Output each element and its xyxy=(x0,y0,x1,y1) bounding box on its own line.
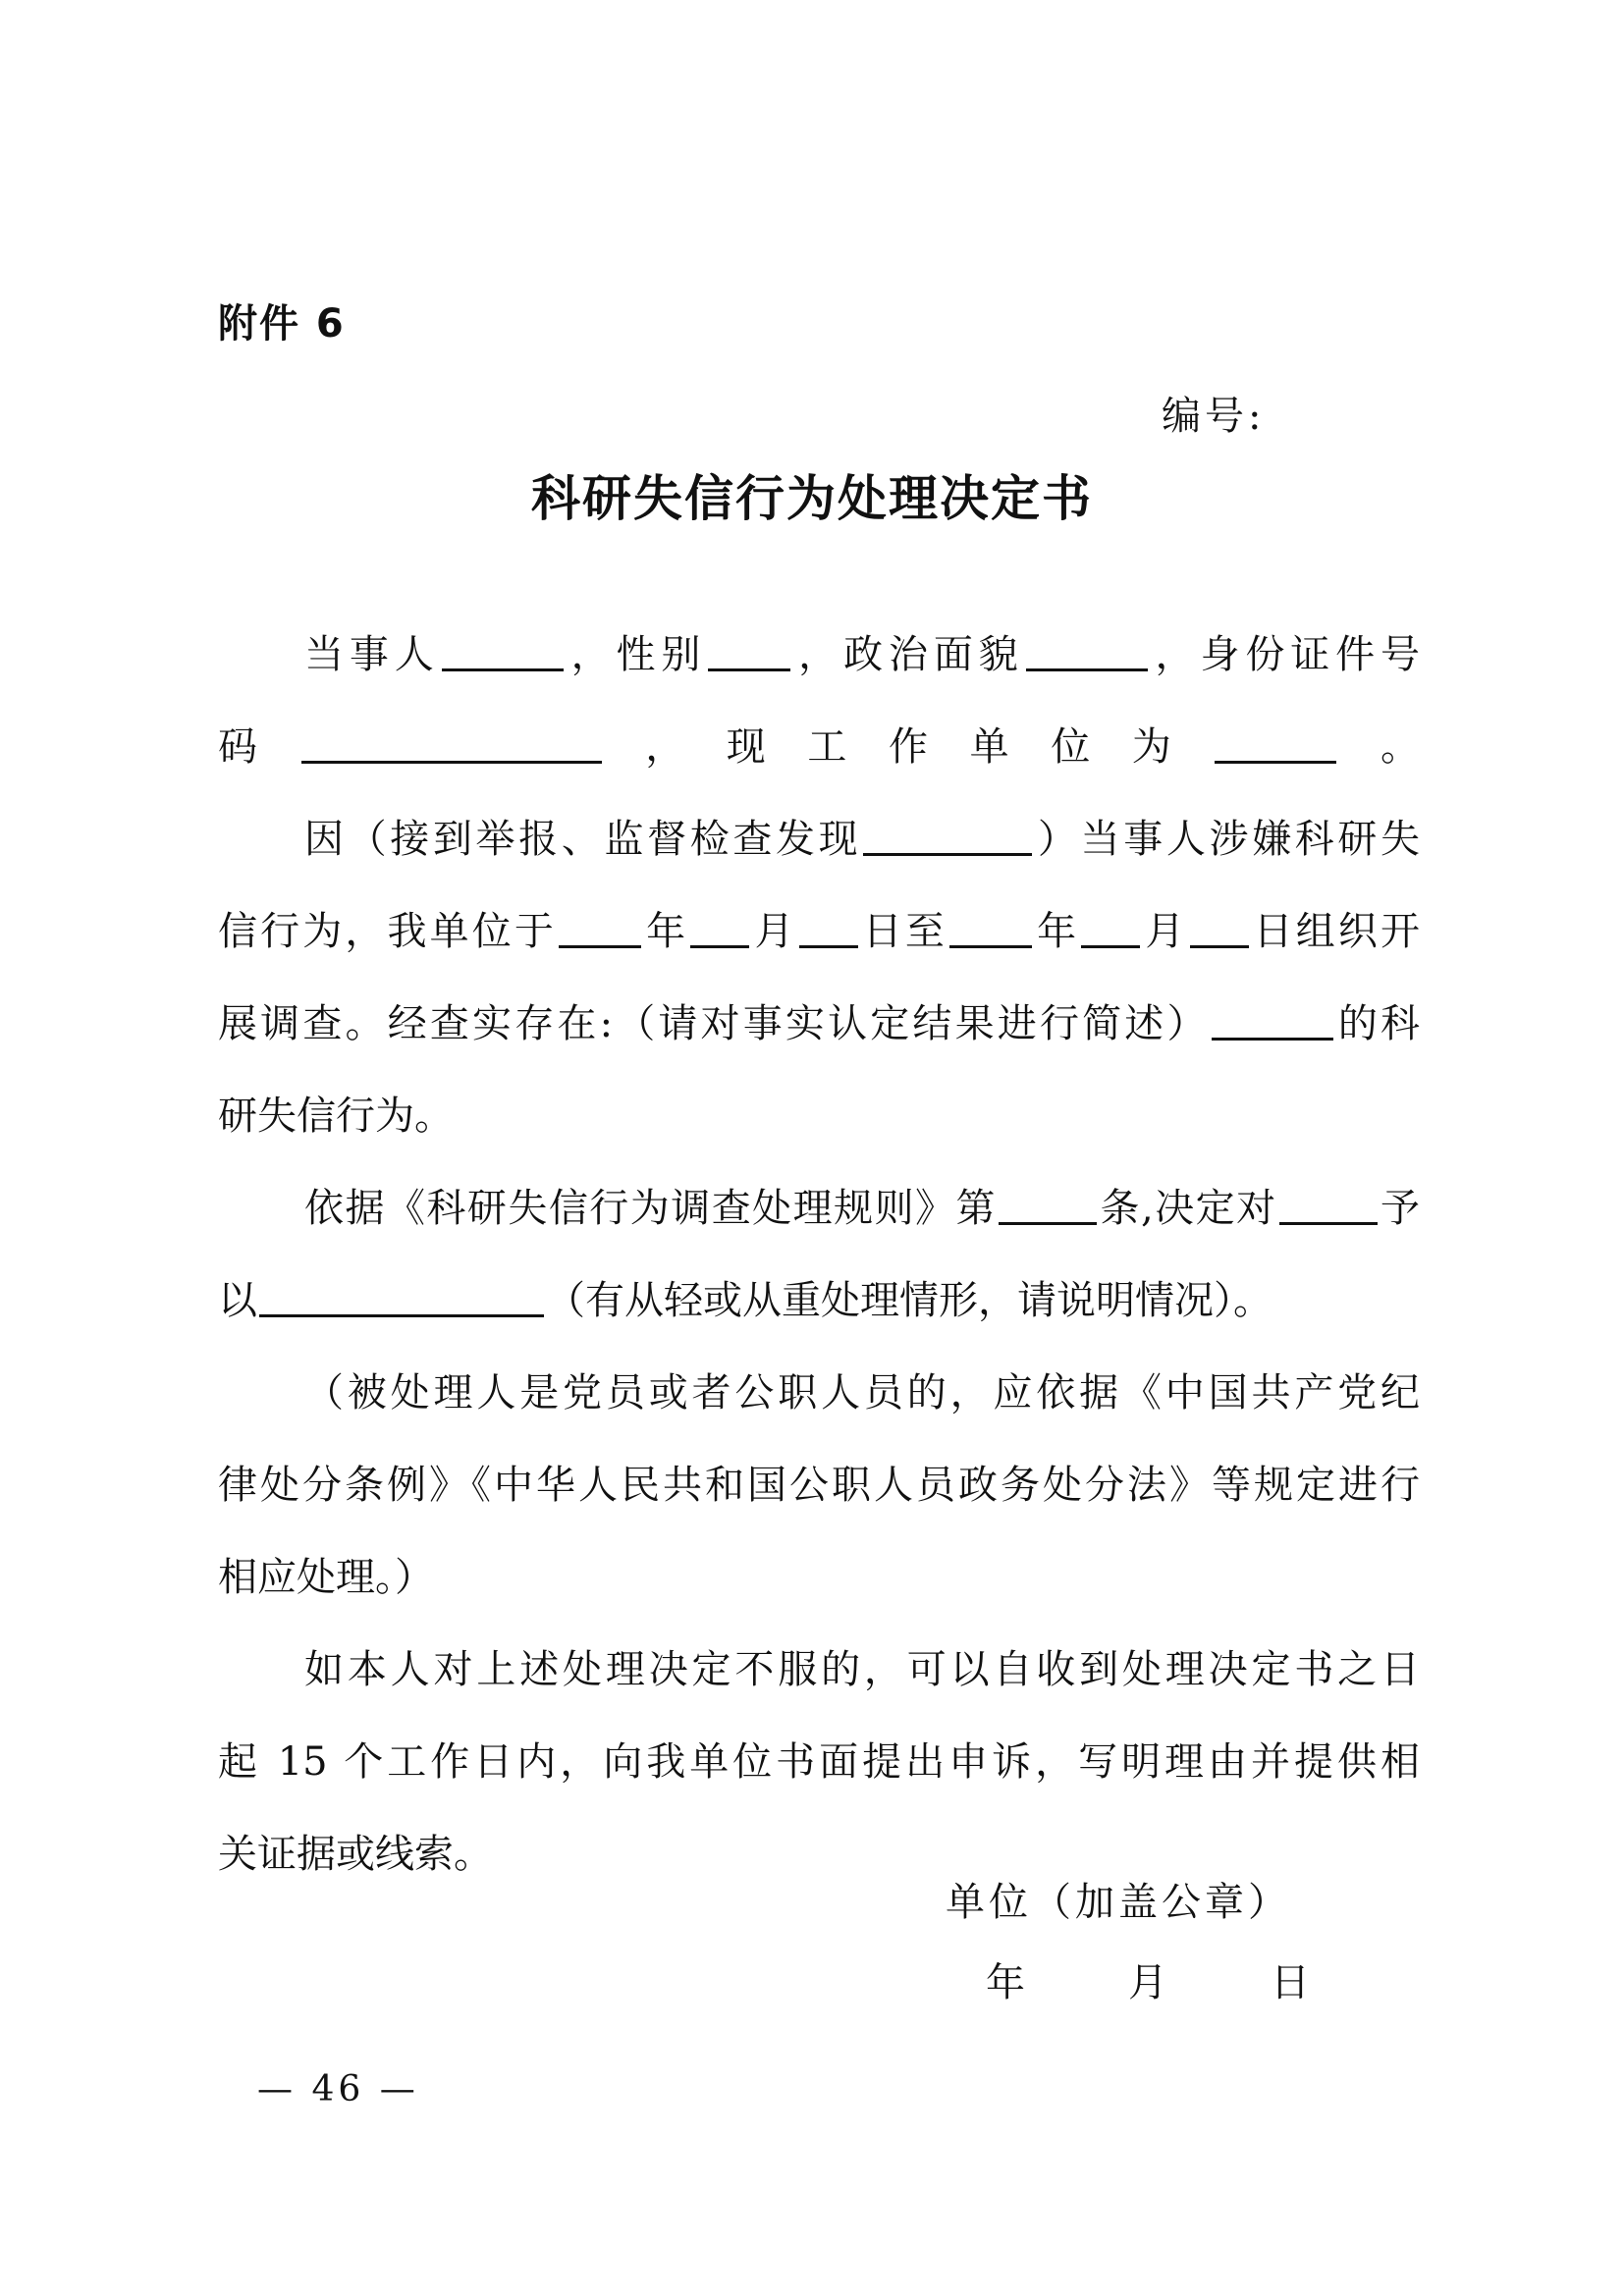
text-with: 以 xyxy=(218,1278,257,1323)
blank-party-name xyxy=(442,629,564,671)
paragraph-3-line-1 xyxy=(218,1174,1420,1266)
text-month-1: 月 xyxy=(751,909,797,954)
blank-start-day xyxy=(799,906,858,948)
blank-end-year xyxy=(949,906,1032,948)
text-year-2: 年 xyxy=(1033,909,1080,954)
paragraph-4-line-3: 相应处理。） xyxy=(218,1555,434,1600)
paragraph-5-line-2: 起 15 个工作日内，向我单位书面提出申诉，写明理由并提供相 xyxy=(218,1739,1420,1785)
blank-start-year xyxy=(559,906,641,948)
paragraph-4-line-2: 律处分条例》《中华人民共和国公职人员政务处分法》等规定进行 xyxy=(218,1463,1420,1508)
paragraph-4-line-1: （被处理人是党员或者公职人员的，应依据《中国共产党纪 xyxy=(304,1370,1420,1415)
text-give: 予 xyxy=(1379,1186,1421,1231)
text-of: 的科 xyxy=(1334,1001,1421,1046)
attachment-label: 附件 6 xyxy=(218,301,346,347)
blank-id-number xyxy=(301,721,602,764)
text-suspected: ）当事人涉嫌科研失 xyxy=(1034,817,1421,862)
paragraph-1-line-1 xyxy=(218,620,1420,713)
blank-end-day xyxy=(1190,906,1249,948)
text-organize: 日组织开 xyxy=(1250,909,1421,954)
paragraph-2-line-2 xyxy=(218,897,1420,989)
signature-unit: 单位（加盖公章） xyxy=(946,1880,1291,1925)
text-circumstances: （有从轻或从重处理情形，请说明情况）。 xyxy=(546,1278,1272,1323)
text-decide: 条,决定对 xyxy=(1099,1186,1277,1231)
paragraph-2-line-3 xyxy=(218,989,1420,1082)
text-political-status: ，政治面貌 xyxy=(792,632,1024,677)
text-party: 当事人 xyxy=(304,632,440,677)
blank-end-month xyxy=(1081,906,1140,948)
paragraph-2-line-4: 研失信行为。 xyxy=(218,1094,454,1139)
blank-subject xyxy=(1279,1183,1378,1225)
date-day: 日 xyxy=(1271,1960,1310,2005)
blank-article xyxy=(999,1183,1097,1225)
paragraph-1-line-2 xyxy=(218,713,1420,805)
text-investigation: 展调查。经查实存在:（请对事实认定结果进行简述） xyxy=(218,1001,1210,1046)
signature-date xyxy=(986,1951,1310,2007)
serial-number-label: 编号: xyxy=(1162,394,1266,439)
blank-facts xyxy=(1212,998,1333,1041)
blank-gender xyxy=(708,629,790,671)
date-year: 年 xyxy=(986,1960,1025,2005)
text-month-2: 月 xyxy=(1142,909,1188,954)
paragraph-3-line-2 xyxy=(218,1266,1420,1359)
text-period: 。 xyxy=(1338,724,1421,770)
text-day-to: 日至 xyxy=(859,909,947,954)
text-id-number: ，身份证件号 xyxy=(1149,632,1421,677)
document-title: 科研失信行为处理决定书 xyxy=(531,469,1093,527)
blank-work-unit xyxy=(1215,721,1336,764)
blank-penalty xyxy=(259,1275,544,1317)
paragraph-2-line-1 xyxy=(218,805,1420,897)
date-month: 月 xyxy=(1128,1960,1167,2005)
blank-discovery xyxy=(863,814,1032,856)
text-reason: 因（接到举报、监督检查发现 xyxy=(304,817,862,862)
paragraph-5-line-3: 关证据或线索。 xyxy=(218,1832,493,1877)
text-work-unit: ，现工作单位为 xyxy=(603,724,1214,770)
blank-political-status xyxy=(1026,629,1148,671)
document-body xyxy=(218,620,1420,1912)
blank-start-month xyxy=(690,906,749,948)
text-our-unit: 信行为，我单位于 xyxy=(218,909,558,954)
page-number: — 46 — xyxy=(257,2069,419,2109)
text-year-1: 年 xyxy=(643,909,689,954)
text-gender: ，性别 xyxy=(565,632,707,677)
paragraph-5-line-1: 如本人对上述处理决定不服的，可以自收到处理决定书之日 xyxy=(304,1647,1420,1692)
text-according: 依据《科研失信行为调查处理规则》第 xyxy=(304,1186,997,1231)
text-code: 码 xyxy=(218,724,299,770)
